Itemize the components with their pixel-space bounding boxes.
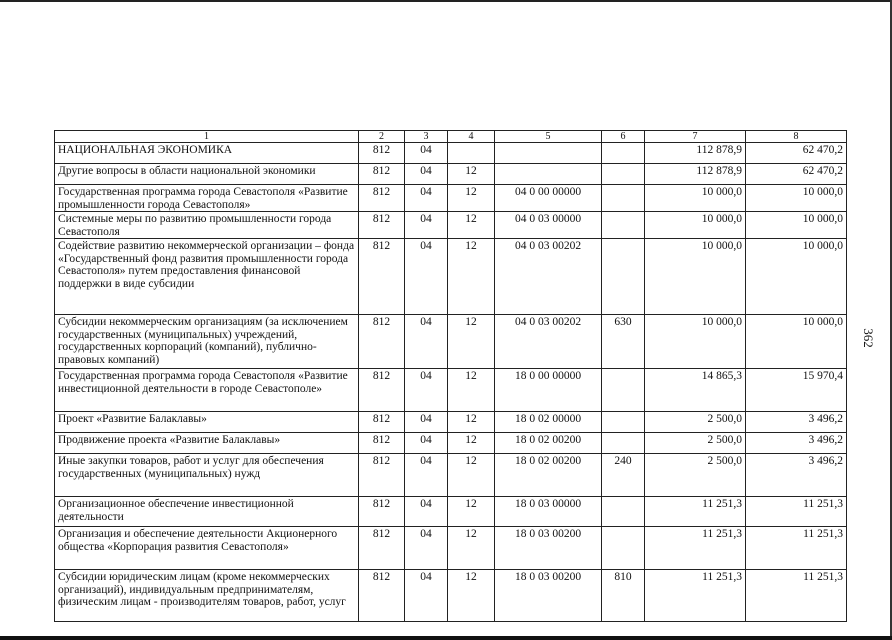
table-row: [55, 369, 847, 412]
row-csr-code: 18 0 03 00000: [495, 497, 602, 527]
row-gr-code: 812: [359, 570, 405, 622]
row-gr-code: 812: [359, 454, 405, 497]
row-name: Государственная программа города Севастополя «Развитие инвестиционной деятельности в городе Севастополе»: [55, 369, 359, 412]
column-header: 5: [495, 131, 602, 143]
row-vr-code: [602, 212, 645, 239]
row-pr-code: 12: [448, 527, 495, 570]
row-name: Иные закупки товаров, работ и услуг для обеспечения государственных (муниципальных) нужд: [55, 454, 359, 497]
row-gr-code: 812: [359, 369, 405, 412]
row-csr-code: 04 0 03 00202: [495, 239, 602, 315]
row-vr-code: 630: [602, 315, 645, 369]
row-csr-code: 18 0 00 00000: [495, 369, 602, 412]
row-amount-1: 10 000,0: [645, 239, 746, 315]
row-pr-code: 12: [448, 433, 495, 454]
row-amount-1: 11 251,3: [645, 527, 746, 570]
row-amount-2: 3 496,2: [746, 433, 847, 454]
row-gr-code: 812: [359, 212, 405, 239]
row-csr-code: 18 0 02 00200: [495, 433, 602, 454]
row-amount-1: 10 000,0: [645, 212, 746, 239]
row-csr-code: [495, 143, 602, 164]
row-rz-code: 04: [405, 212, 448, 239]
row-amount-1: 2 500,0: [645, 412, 746, 433]
scan-border-top: [0, 0, 892, 2]
row-gr-code: 812: [359, 164, 405, 185]
row-amount-2: 10 000,0: [746, 185, 847, 212]
row-pr-code: 12: [448, 315, 495, 369]
row-amount-2: 11 251,3: [746, 570, 847, 622]
row-vr-code: [602, 185, 645, 212]
row-name: Другие вопросы в области национальной экономики: [55, 164, 359, 185]
table-row: [55, 185, 847, 212]
row-name: Субсидии юридическим лицам (кроме некоммерческих организаций), индивидуальным предпринимателям, физическим лицам - производителям товаров, работ, услуг: [55, 570, 359, 622]
scan-border-bottom: [0, 636, 892, 640]
row-amount-1: 10 000,0: [645, 185, 746, 212]
row-vr-code: [602, 497, 645, 527]
row-amount-2: 62 470,2: [746, 164, 847, 185]
table-row: [55, 454, 847, 497]
row-name: Системные меры по развитию промышленности города Севастополя: [55, 212, 359, 239]
row-amount-1: 112 878,9: [645, 143, 746, 164]
row-pr-code: 12: [448, 164, 495, 185]
column-header: 1: [55, 131, 359, 143]
row-amount-1: 2 500,0: [645, 433, 746, 454]
row-pr-code: 12: [448, 239, 495, 315]
table-row: [55, 412, 847, 433]
row-vr-code: 810: [602, 570, 645, 622]
row-vr-code: [602, 433, 645, 454]
row-name: Государственная программа города Севастополя «Развитие промышленности города Севастополя»: [55, 185, 359, 212]
column-header: 8: [746, 131, 847, 143]
column-header: 2: [359, 131, 405, 143]
row-amount-2: 11 251,3: [746, 527, 847, 570]
row-vr-code: [602, 239, 645, 315]
row-amount-2: 62 470,2: [746, 143, 847, 164]
row-name: Проект «Развитие Балаклавы»: [55, 412, 359, 433]
row-rz-code: 04: [405, 164, 448, 185]
row-rz-code: 04: [405, 143, 448, 164]
row-gr-code: 812: [359, 497, 405, 527]
row-gr-code: 812: [359, 239, 405, 315]
row-csr-code: 04 0 03 00000: [495, 212, 602, 239]
page-number: 362: [860, 328, 876, 348]
row-gr-code: 812: [359, 185, 405, 212]
budget-table: [54, 130, 847, 622]
row-csr-code: 04 0 03 00202: [495, 315, 602, 369]
row-amount-1: 2 500,0: [645, 454, 746, 497]
row-pr-code: 12: [448, 185, 495, 212]
row-gr-code: 812: [359, 315, 405, 369]
row-vr-code: 240: [602, 454, 645, 497]
row-csr-code: 04 0 00 00000: [495, 185, 602, 212]
row-gr-code: 812: [359, 412, 405, 433]
row-name: Содействие развитию некоммерческой организации – фонда «Государственный фонд развития промышленности города Севастополя» путем предоставления финансовой поддержки в виде субсидии: [55, 239, 359, 315]
row-rz-code: 04: [405, 570, 448, 622]
row-amount-2: 10 000,0: [746, 315, 847, 369]
row-csr-code: 18 0 03 00200: [495, 527, 602, 570]
column-header: 6: [602, 131, 645, 143]
row-amount-2: 3 496,2: [746, 454, 847, 497]
row-name: НАЦИОНАЛЬНАЯ ЭКОНОМИКА: [55, 143, 359, 164]
row-amount-2: 10 000,0: [746, 239, 847, 315]
row-amount-1: 112 878,9: [645, 164, 746, 185]
row-name: Организация и обеспечение деятельности Акционерного общества «Корпорация развития Севастополя»: [55, 527, 359, 570]
row-vr-code: [602, 143, 645, 164]
row-name: Организационное обеспечение инвестиционной деятельности: [55, 497, 359, 527]
row-rz-code: 04: [405, 527, 448, 570]
row-rz-code: 04: [405, 497, 448, 527]
row-pr-code: 12: [448, 454, 495, 497]
table-row: [55, 315, 847, 369]
row-csr-code: 18 0 03 00200: [495, 570, 602, 622]
table-row: [55, 433, 847, 454]
row-gr-code: 812: [359, 433, 405, 454]
row-rz-code: 04: [405, 315, 448, 369]
row-gr-code: 812: [359, 527, 405, 570]
row-pr-code: 12: [448, 497, 495, 527]
row-pr-code: 12: [448, 369, 495, 412]
row-pr-code: 12: [448, 570, 495, 622]
row-amount-2: 11 251,3: [746, 497, 847, 527]
row-vr-code: [602, 412, 645, 433]
row-name: Субсидии некоммерческим организациям (за исключением государственных (муниципальных) учреждений, государственных корпораций (компаний), публично-правовых компаний): [55, 315, 359, 369]
row-pr-code: 12: [448, 412, 495, 433]
row-csr-code: 18 0 02 00200: [495, 454, 602, 497]
row-pr-code: 12: [448, 212, 495, 239]
table-row: [55, 143, 847, 164]
row-amount-2: 3 496,2: [746, 412, 847, 433]
row-rz-code: 04: [405, 412, 448, 433]
row-amount-2: 10 000,0: [746, 212, 847, 239]
row-rz-code: 04: [405, 369, 448, 412]
row-pr-code: [448, 143, 495, 164]
row-rz-code: 04: [405, 239, 448, 315]
row-amount-1: 11 251,3: [645, 497, 746, 527]
row-amount-1: 10 000,0: [645, 315, 746, 369]
table-row: [55, 164, 847, 185]
row-vr-code: [602, 527, 645, 570]
row-vr-code: [602, 369, 645, 412]
row-name: Продвижение проекта «Развитие Балаклавы»: [55, 433, 359, 454]
row-amount-2: 15 970,4: [746, 369, 847, 412]
row-amount-1: 11 251,3: [645, 570, 746, 622]
table-row: [55, 212, 847, 239]
table-row: [55, 570, 847, 622]
row-vr-code: [602, 164, 645, 185]
column-header: 4: [448, 131, 495, 143]
row-amount-1: 14 865,3: [645, 369, 746, 412]
row-csr-code: [495, 164, 602, 185]
table-row: [55, 527, 847, 570]
row-gr-code: 812: [359, 143, 405, 164]
table-row: [55, 497, 847, 527]
row-rz-code: 04: [405, 433, 448, 454]
column-header: 3: [405, 131, 448, 143]
row-rz-code: 04: [405, 185, 448, 212]
row-csr-code: 18 0 02 00000: [495, 412, 602, 433]
table-header-row: [55, 131, 847, 143]
column-header: 7: [645, 131, 746, 143]
table-row: [55, 239, 847, 315]
row-rz-code: 04: [405, 454, 448, 497]
